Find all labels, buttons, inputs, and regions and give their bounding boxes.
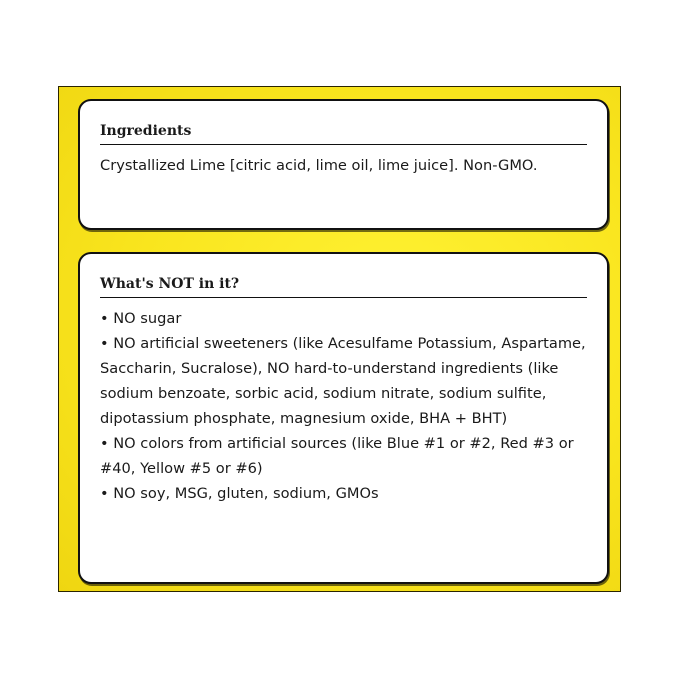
yellow-background-panel <box>58 86 621 592</box>
whats-not-in-it-heading: What's NOT in it? <box>100 276 587 298</box>
exclusions-list <box>100 306 591 506</box>
ingredients-text: Crystallized Lime [citric acid, lime oil, lime juice]. Non-GMO. <box>100 157 538 174</box>
whats-not-in-it-card <box>78 252 609 584</box>
list-item: • NO sugar <box>100 310 182 327</box>
ingredients-heading: Ingredients <box>100 123 587 145</box>
list-item: • NO colors from artificial sources (like Blue #1 or #2, Red #3 or #40, Yellow #5 or #6) <box>100 435 574 477</box>
list-item: • NO artificial sweeteners (like Acesulfame Potassium, Aspartame, Saccharin, Sucralose), NO hard-to-understand ingredients (like sodium benzoate, sorbic acid, sodium nitrate, sodium sulfite, dipotassium phosphate, magnesium oxide, BHA + BHT) <box>100 335 586 427</box>
list-item: • NO soy, MSG, gluten, sodium, GMOs <box>100 485 379 502</box>
ingredients-card <box>78 99 609 230</box>
